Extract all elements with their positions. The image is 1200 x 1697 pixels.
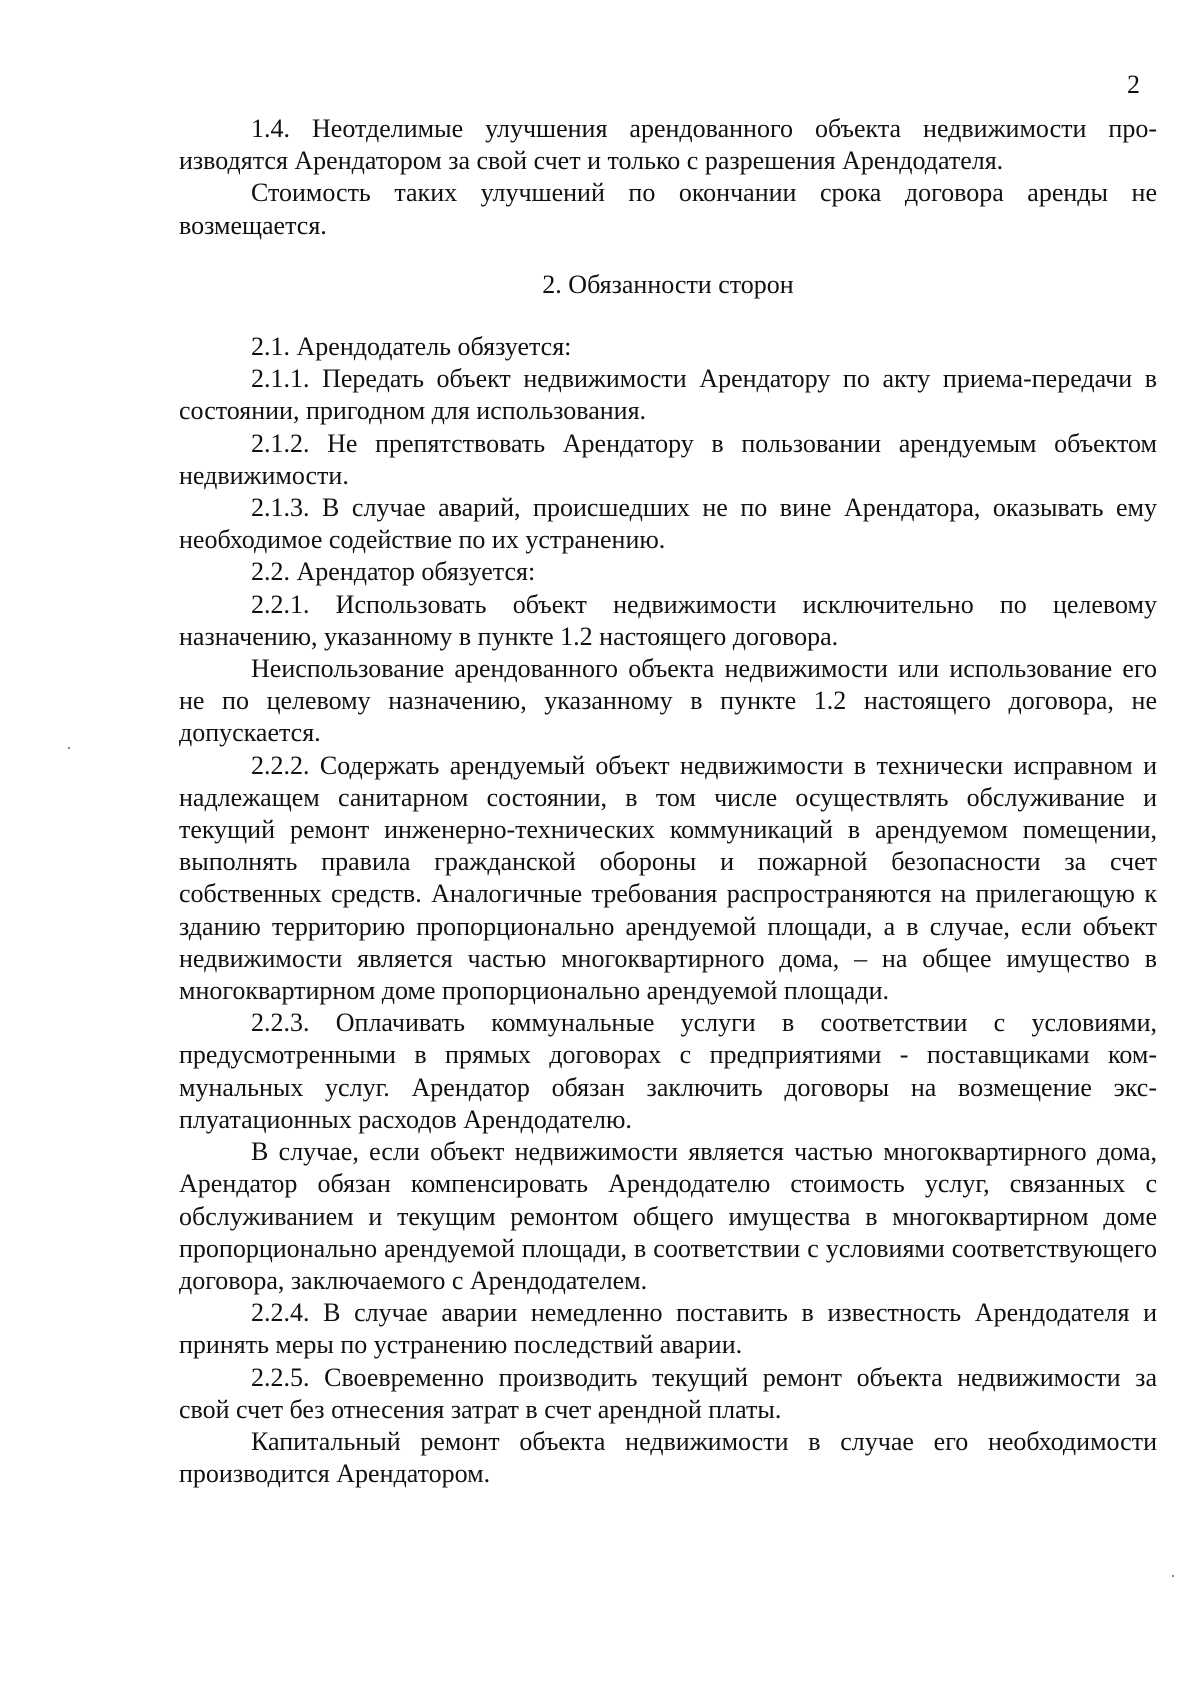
paragraph-1-4: 1.4. Неотделимые улучшения арендованного объекта недвижимости производятся Арендатором за свой счет и только с разрешения Арендодателя.	[179, 114, 1157, 176]
paragraph-2-2-4: 2.2.4. В случае аварии немедленно поставить в известность Арендодателя и принять меры по устранению последствий аварии.	[179, 1298, 1157, 1360]
paragraph-2-2-3: 2.2.3. Оплачивать коммунальные услуги в соответствии с условиями, предусмотренными в прямых договорах с предприятиями - поставщиками коммунальных услуг. Арендатор обязан заключить договоры на возмещение эксплуатационных расходов Арендодателю.	[179, 1008, 1157, 1134]
paragraph-2-2-2: 2.2.2. Содержать арендуемый объект недвижимости в технически исправном и надлежащем санитарном состоянии, в том числе осуществлять обслуживание и текущий ремонт инженерно-технических коммуникаций в арендуемом помещении, выполнять правила гражданской обороны и пожарной безопасности за счет собственных средств. Аналогичные требования распространяются на прилегающую к зданию территорию пропорционально арендуемой площади, а в случае, если объект недвижимости является частью многоквартирного дома, – на общее имущество в многоквартирном доме пропорционально арендуемой площади.	[179, 750, 1157, 1006]
paragraph-2-2-1-note: Неиспользование арендованного объекта недвижимости или использование его не по целевому назначению, указанному в пункте 1.2 настоящего договора, не допускается.	[179, 654, 1157, 748]
paragraph-2-2-5-note: Капитальный ремонт объекта недвижимости в случае его необходимости производится Арендатором.	[179, 1426, 1157, 1489]
scan-speck	[1172, 1575, 1174, 1577]
document-body	[179, 113, 1157, 1490]
paragraph-2-1-2: 2.1.2. Не препятствовать Арендатору в пользовании арендуемым объектом недвижимости.	[179, 428, 1157, 490]
paragraph-2-1: 2.1. Арендодатель обязуется:	[251, 332, 572, 362]
paragraph-2-1-1: 2.1.1. Передать объект недвижимости Арендатору по акту приема-передачи в состоянии, пригодном для использования.	[179, 364, 1157, 426]
paragraph-2-2-5: 2.2.5. Своевременно производить текущий ремонт объекта недвижимости за свой счет без отнесения затрат в счет арендной платы.	[179, 1362, 1157, 1424]
paragraph-2-1-3: 2.1.3. В случае аварий, происшедших не по вине Арендатора, оказывать ему необходимое содействие по их устранению.	[179, 493, 1157, 555]
paragraph-2-2: 2.2. Арендатор обязуется:	[251, 557, 536, 587]
paragraph-2-2-3-note: В случае, если объект недвижимости является частью многоквартирного дома, Арендатор обязан компенсировать Арендодателю стоимость услуг, связанных с обслуживанием и текущим ремонтом общего имущества в многоквартирном доме пропорционально арендуемой площади, в соответствии с условиями соответствующего договора, заключаемого с Арендодателем.	[179, 1137, 1157, 1295]
paragraph-2-2-1: 2.2.1. Использовать объект недвижимости исключительно по целевому назначению, указанному в пункте 1.2 настоящего договора.	[179, 589, 1157, 651]
section-heading-obligations: 2. Обязанности сторон	[542, 269, 794, 299]
paragraph-1-4-cost: Стоимость таких улучшений по окончании срока договора аренды не возмещается.	[179, 178, 1157, 240]
page-number: 2	[1127, 70, 1140, 99]
scan-speck	[68, 747, 70, 749]
